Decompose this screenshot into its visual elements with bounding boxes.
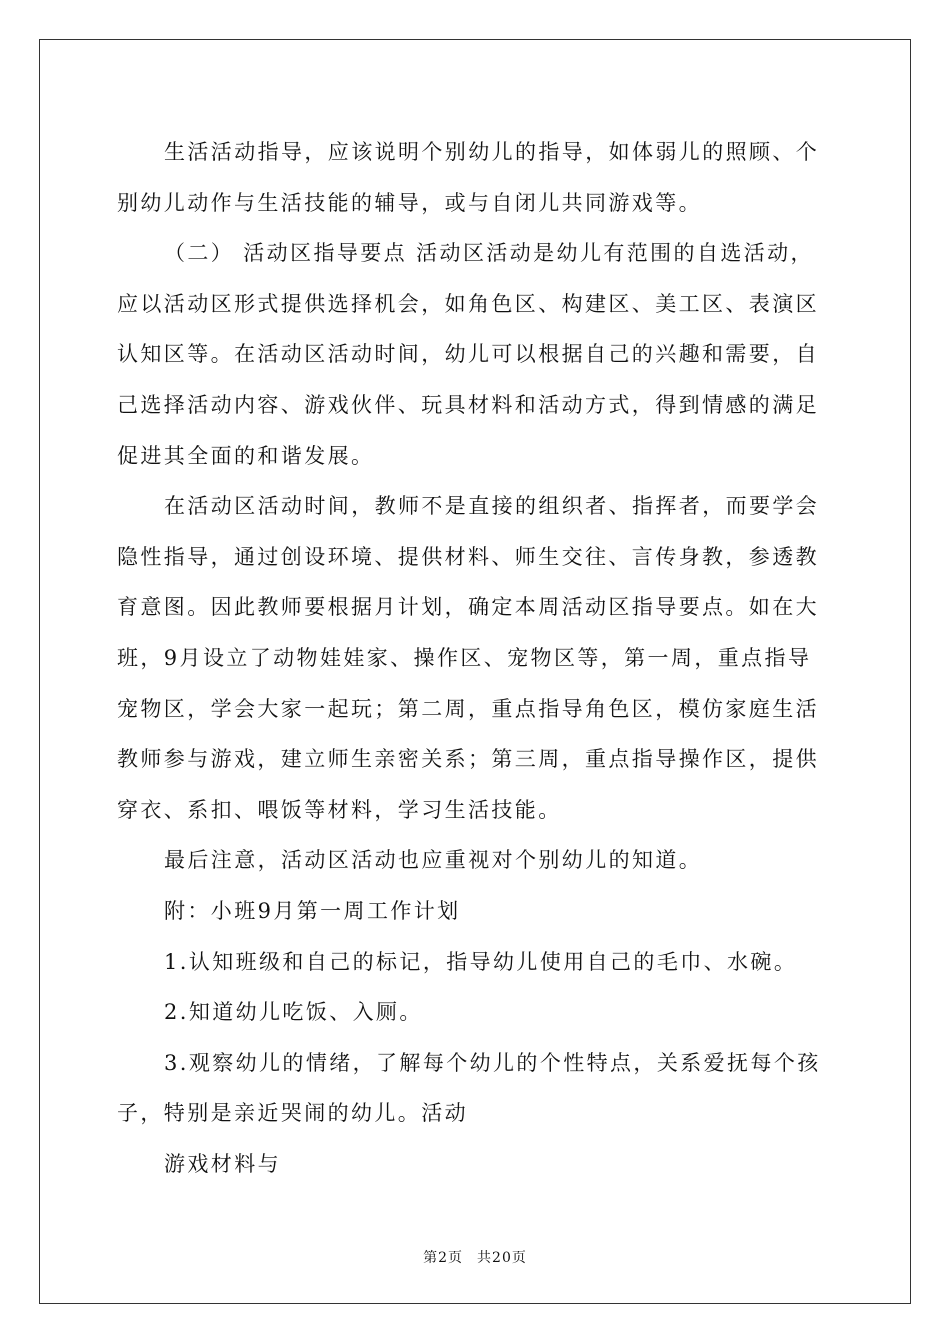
paragraph-line: （二） 活动区指导要点 活动区活动是幼儿有范围的自选活动， — [164, 241, 814, 266]
paragraph-6 — [117, 937, 837, 988]
paragraph-line: 1.认知班级和自己的标记，指导幼儿使用自己的毛巾、水碗。 — [164, 949, 798, 974]
page-total: 共20页 — [477, 1250, 527, 1266]
paragraph-line: 宠物区，学会大家一起玩；第二周，重点指导角色区，模仿家庭生活 — [117, 696, 819, 721]
paragraph-line: 生活活动指导，应该说明个别幼儿的指导，如体弱儿的照顾、个 — [164, 140, 820, 164]
paragraph-line: 班，9月设立了动物娃娃家、操作区、宠物区等，第一周，重点指导 — [117, 645, 812, 670]
paragraph-line: 子，特别是亲近哭闹的幼儿。活动 — [117, 1101, 468, 1126]
paragraph-line: 己选择活动内容、游戏伙伴、玩具材料和活动方式，得到情感的满足 — [117, 392, 819, 417]
paragraph-5 — [117, 886, 837, 937]
paragraph-line: 附：小班9月第一周工作计划 — [164, 898, 461, 923]
paragraph-2 — [117, 228, 837, 481]
document-body — [117, 127, 837, 1189]
paragraph-line: 隐性指导，通过创设环境、提供材料、师生交往、言传身教，参透教 — [117, 544, 819, 569]
paragraph-line: 游戏材料与 — [164, 1151, 281, 1176]
paragraph-3 — [117, 481, 837, 835]
paragraph-9 — [117, 1139, 837, 1190]
paragraph-4 — [117, 835, 837, 886]
paragraph-1 — [117, 127, 837, 228]
paragraph-line: 育意图。因此教师要根据月计划，确定本周活动区指导要点。如在大 — [117, 595, 819, 620]
page-number: 第2页 — [423, 1250, 464, 1266]
paragraph-line: 最后注意，活动区活动也应重视对个别幼儿的知道。 — [164, 848, 703, 873]
paragraph-line: 应以活动区形式提供选择机会，如角色区、构建区、美工区、表演区 — [117, 291, 819, 316]
paragraph-line: 教师参与游戏，建立师生亲密关系；第三周，重点指导操作区，提供 — [117, 747, 819, 772]
paragraph-line: 穿衣、系扣、喂饭等材料，学习生活技能。 — [117, 797, 562, 822]
paragraph-7 — [117, 987, 837, 1038]
page-footer — [0, 1247, 950, 1267]
paragraph-line: 认知区等。在活动区活动时间，幼儿可以根据自己的兴趣和需要，自 — [117, 342, 819, 367]
paragraph-line: 2.知道幼儿吃饭、入厕。 — [164, 1000, 423, 1025]
paragraph-line: 3.观察幼儿的情绪，了解每个幼儿的个性特点，关系爱抚每个孩 — [164, 1050, 821, 1075]
paragraph-8 — [117, 1038, 837, 1139]
paragraph-line: 促进其全面的和谐发展。 — [117, 443, 375, 468]
paragraph-line: 别幼儿动作与生活技能的辅导，或与自闭儿共同游戏等。 — [117, 190, 702, 215]
paragraph-line: 在活动区活动时间，教师不是直接的组织者、指挥者，而要学会 — [164, 494, 820, 519]
